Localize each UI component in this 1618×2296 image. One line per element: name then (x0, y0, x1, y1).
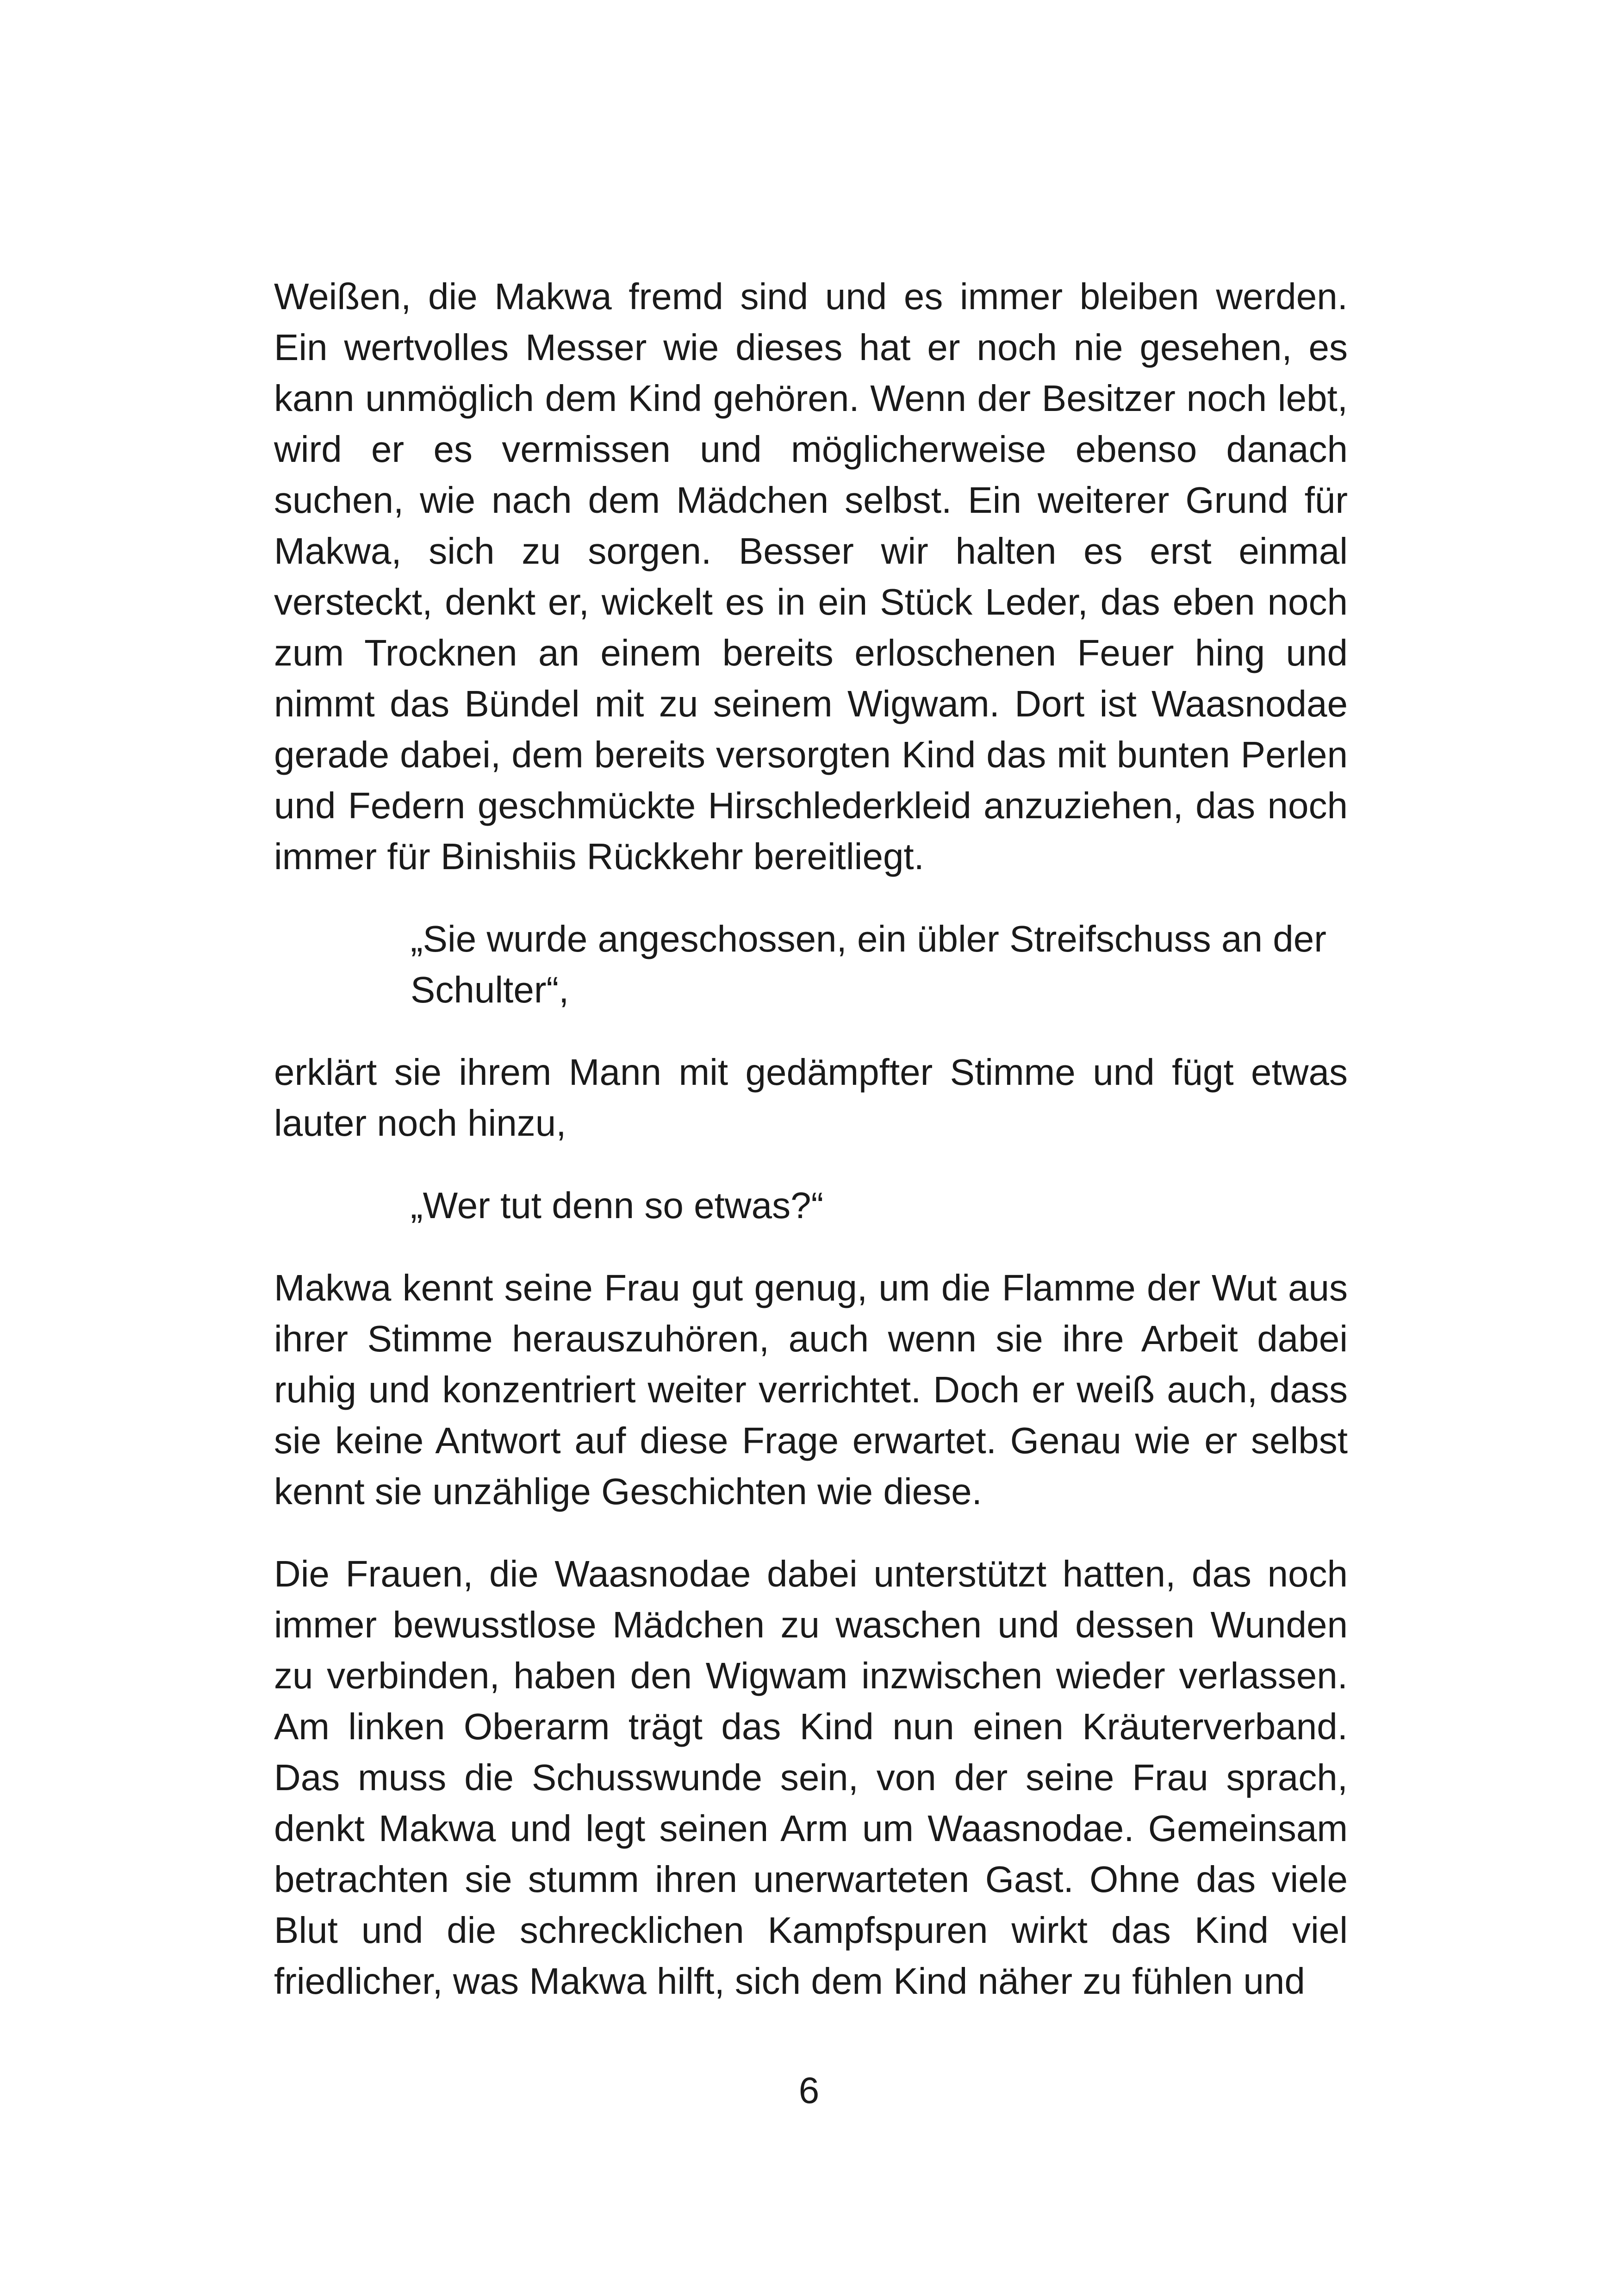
paragraph-4: Die Frauen, die Waasnodae dabei unterstützt hatten, das noch immer bewusstlose Mädchen zu waschen und dessen Wunden zu verbinden, haben den Wigwam inzwischen wieder verlassen. Am linken Oberarm trägt das Kind nun einen Kräuterverband. Das muss die Schusswunde sein, von der seine Frau sprach, denkt Makwa und legt seinen Arm um Waasnodae. Gemeinsam betrachten sie stumm ihren unerwarteten Gast. Ohne das viele Blut und die schrecklichen Kampfspuren wirkt das Kind viel friedlicher, was Makwa hilft, sich dem Kind näher zu fühlen und (274, 1553, 1348, 2002)
page-number: 6 (798, 2070, 820, 2111)
quote-1: „Sie wurde angeschossen, ein übler Streifschuss an der Schulter“, (411, 918, 1326, 1010)
paragraph-1: Weißen, die Makwa fremd sind und es immer bleiben werden. Ein wertvolles Messer wie dieses hat er noch nie gesehen, es kann unmöglich dem Kind gehören. Wenn der Besitzer noch lebt, wird er es vermissen und möglicherweise ebenso danach suchen, wie nach dem Mädchen selbst. Ein weiterer Grund für Makwa, sich zu sorgen. Besser wir halten es erst einmal versteckt, denkt er, wickelt es in ein Stück Leder, das eben noch zum Trocknen an einem bereits erloschenen Feuer hing und nimmt das Bündel mit zu seinem Wigwam. Dort ist Waasnodae gerade dabei, dem bereits versorgten Kind das mit bunten Perlen und Federn geschmückte Hirschlederkleid anzuziehen, das noch immer für Binishiis Rückkehr bereitliegt. (274, 276, 1348, 877)
quote-2: „Wer tut denn so etwas?“ (411, 1185, 824, 1226)
paragraph-2: erklärt sie ihrem Mann mit gedämpfter Stimme und fügt etwas lauter noch hinzu, (274, 1052, 1348, 1144)
paragraph-3: Makwa kennt seine Frau gut genug, um die Flamme der Wut aus ihrer Stimme herauszuhören, auch wenn sie ihre Arbeit dabei ruhig und konzentriert weiter verrichtet. Doch er weiß auch, dass sie keine Antwort auf diese Frage erwartet. Genau wie er selbst kennt sie unzählige Geschichten wie diese. (274, 1267, 1348, 1512)
